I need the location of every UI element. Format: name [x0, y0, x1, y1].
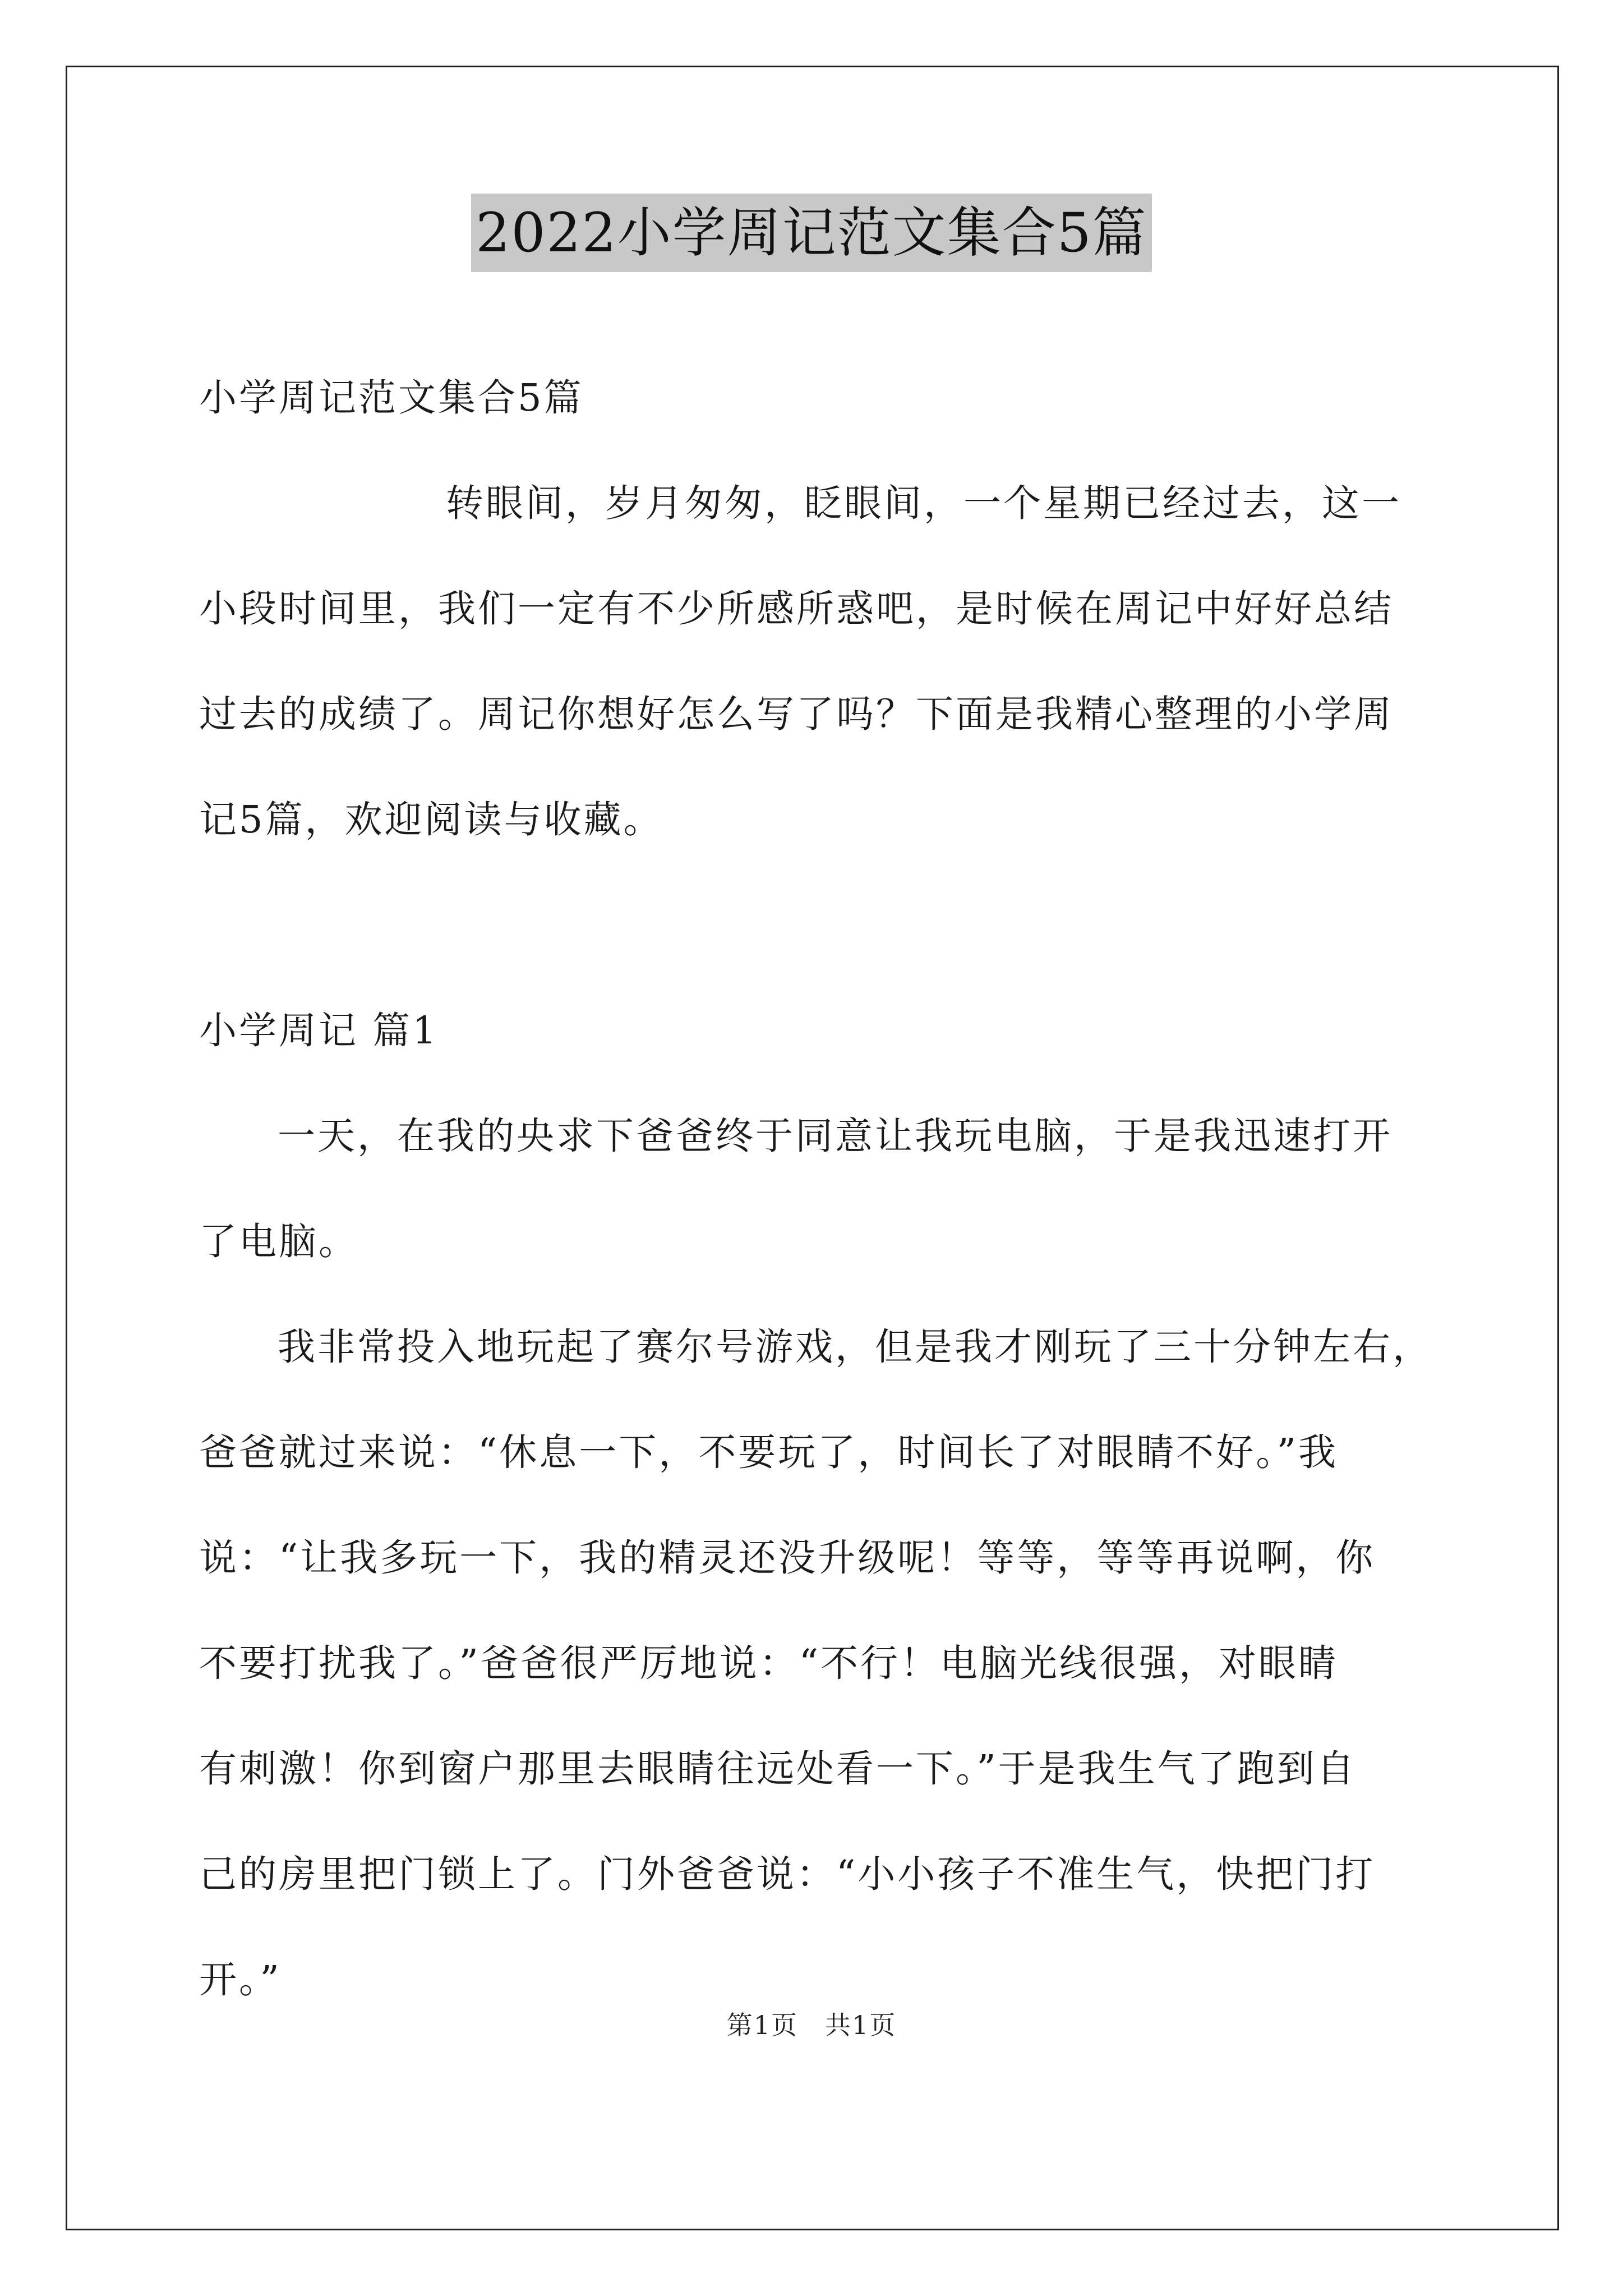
blank-line — [199, 872, 1433, 978]
title-container — [0, 194, 1623, 272]
subtitle: 小学周记范文集合5篇 — [199, 376, 584, 420]
paragraph-line: 爸爸就过来说：“休息一下，不要玩了，时间长了对眼睛不好。”我 — [199, 1430, 1339, 1474]
paragraph-line: 己的房里把门锁上了。门外爸爸说：“小小孩子不准生气，快把门打 — [199, 1852, 1376, 1896]
intro-line: 小段时间里，我们一定有不少所感所惑吧，是时候在周记中好好总结 — [199, 587, 1394, 631]
paragraph-line: 说：“让我多玩一下，我的精灵还没升级呢！等等，等等再说啊，你 — [199, 1536, 1376, 1580]
intro-line: 记5篇，欢迎阅读与收藏。 — [199, 798, 663, 841]
page-total: 共1页 — [825, 2010, 897, 2040]
paragraph-line: 开。” — [199, 1958, 282, 2001]
intro-line: 转眼间，岁月匆匆，眨眼间，一个星期已经过去，这一 — [446, 481, 1401, 525]
document-body — [199, 345, 1433, 2032]
page-footer — [0, 2008, 1623, 2042]
paragraph-line: 一天，在我的央求下爸爸终于同意让我玩电脑，于是我迅速打开 — [278, 1114, 1393, 1158]
paragraph-line: 我非常投入地玩起了赛尔号游戏，但是我才刚玩了三十分钟左右， — [278, 1325, 1432, 1369]
intro-line: 过去的成绩了。周记你想好怎么写了吗？下面是我精心整理的小学周 — [199, 692, 1394, 736]
section-heading: 小学周记 篇1 — [199, 1009, 439, 1052]
page-number: 第1页 — [726, 2010, 798, 2040]
paragraph-line: 了电脑。 — [199, 1220, 358, 1263]
paragraph-line: 有刺激！你到窗户那里去眼睛往远处看一下。”于是我生气了跑到自 — [199, 1747, 1357, 1791]
paragraph-line: 不要打扰我了。”爸爸很严厉地说：“不行！电脑光线很强，对眼睛 — [199, 1641, 1339, 1685]
document-title: 2022小学周记范文集合5篇 — [471, 194, 1151, 272]
